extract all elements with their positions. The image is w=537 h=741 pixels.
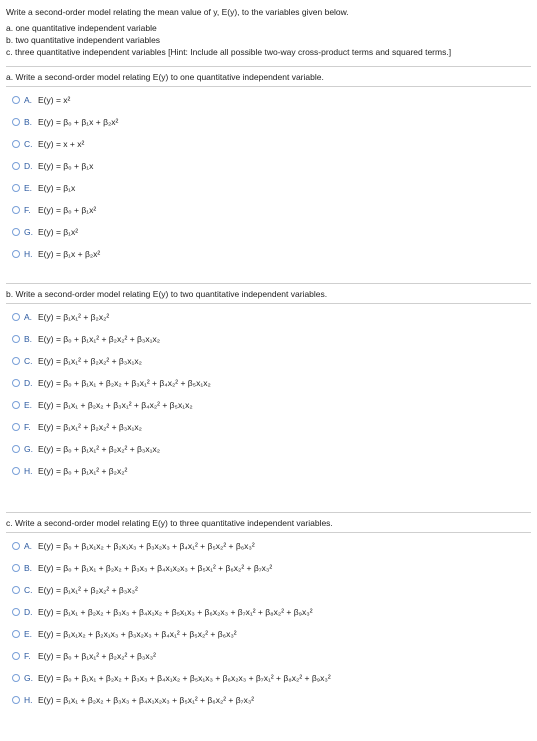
- radio-button[interactable]: [12, 401, 20, 409]
- section-c-heading: c. Write a second-order model relating E(y) to three quantitative independent variables.: [6, 512, 531, 528]
- section-b-heading: b. Write a second-order model relating E(y) to two quantitative independent variables.: [6, 283, 531, 299]
- option-letter: F.: [24, 651, 31, 661]
- option-c-G[interactable]: [6, 667, 531, 689]
- option-a-B[interactable]: [6, 111, 531, 133]
- option-letter: F.: [24, 205, 31, 215]
- option-c-A[interactable]: [6, 535, 531, 557]
- option-letter: H.: [24, 466, 33, 476]
- option-letter: H.: [24, 249, 33, 259]
- radio-button[interactable]: [12, 357, 20, 365]
- option-b-D[interactable]: [6, 372, 531, 394]
- option-c-C[interactable]: [6, 579, 531, 601]
- option-c-H[interactable]: [6, 689, 531, 711]
- option-c-F[interactable]: [6, 645, 531, 667]
- radio-button[interactable]: [12, 445, 20, 453]
- option-b-F[interactable]: [6, 416, 531, 438]
- option-a-G[interactable]: [6, 221, 531, 243]
- radio-button[interactable]: [12, 379, 20, 387]
- option-letter: B.: [24, 334, 33, 344]
- option-letter: H.: [24, 695, 33, 705]
- option-equation: E(y) = β₁x₁² + β₂x₂² + β₃x₁x₂: [38, 422, 142, 432]
- option-equation: E(y) = β₁x₁ + β₂x₂ + β₃x₁² + β₄x₂² + β₅x₁x₂: [38, 400, 193, 410]
- option-letter: B.: [24, 563, 33, 573]
- option-equation: E(y) = β₁x₁x₂ + β₂x₁x₃ + β₃x₂x₃ + β₄x₁² + β₅x₂² + β₆x₃²: [38, 629, 237, 639]
- option-letter: B.: [24, 117, 33, 127]
- option-c-E[interactable]: [6, 623, 531, 645]
- option-a-D[interactable]: [6, 155, 531, 177]
- option-equation: E(y) = β₀ + β₁x + β₂x²: [38, 117, 119, 127]
- option-letter: G.: [24, 444, 33, 454]
- option-equation: E(y) = β₀ + β₁x₁ + β₂x₂ + β₃x₁² + β₄x₂² + β₅x₁x₂: [38, 378, 211, 388]
- option-letter: A.: [24, 312, 33, 322]
- option-equation: E(y) = β₀ + β₁x₁² + β₂x₂² + β₃x₃²: [38, 651, 156, 661]
- option-equation: E(y) = β₀ + β₁x₁² + β₂x₂²: [38, 466, 128, 476]
- radio-button[interactable]: [12, 630, 20, 638]
- radio-button[interactable]: [12, 206, 20, 214]
- radio-button[interactable]: [12, 586, 20, 594]
- radio-button[interactable]: [12, 118, 20, 126]
- option-letter: A.: [24, 541, 33, 551]
- radio-button[interactable]: [12, 140, 20, 148]
- option-letter: C.: [24, 356, 33, 366]
- option-equation: E(y) = β₀ + β₁x²: [38, 205, 97, 215]
- intro-item-a: a. one quantitative independent variable: [6, 23, 157, 33]
- radio-button[interactable]: [12, 96, 20, 104]
- option-letter: E.: [24, 629, 33, 639]
- intro-item-c: c. three quantitative independent variables [Hint: Include all possible two-way cross-product terms and squared terms.]: [6, 47, 452, 57]
- question-intro: [6, 6, 531, 58]
- option-b-E[interactable]: [6, 394, 531, 416]
- option-letter: C.: [24, 139, 33, 149]
- section-b: [6, 283, 531, 482]
- option-equation: E(y) = β₁x₁² + β₂x₂² + β₃x₃²: [38, 585, 138, 595]
- radio-button[interactable]: [12, 564, 20, 572]
- option-letter: D.: [24, 378, 33, 388]
- option-equation: E(y) = β₀ + β₁x₁ + β₂x₂ + β₃x₃ + β₄x₁x₂ + β₅x₁x₃ + β₆x₂x₃ + β₇x₁² + β₈x₂² + β₉x₃²: [38, 673, 331, 683]
- radio-button[interactable]: [12, 674, 20, 682]
- radio-button[interactable]: [12, 696, 20, 704]
- radio-button[interactable]: [12, 467, 20, 475]
- option-a-C[interactable]: [6, 133, 531, 155]
- option-letter: E.: [24, 183, 33, 193]
- option-b-A[interactable]: [6, 306, 531, 328]
- option-c-B[interactable]: [6, 557, 531, 579]
- option-equation: E(y) = β₁x + β₂x²: [38, 249, 101, 259]
- option-equation: E(y) = β₁x₁² + β₂x₂² + β₃x₁x₂: [38, 356, 142, 366]
- option-a-E[interactable]: [6, 177, 531, 199]
- option-letter: C.: [24, 585, 33, 595]
- option-equation: E(y) = β₁x₁ + β₂x₂ + β₃x₃ + β₄x₁x₂ + β₅x₁x₃ + β₆x₂x₃ + β₇x₁² + β₈x₂² + β₉x₃²: [38, 607, 313, 617]
- option-b-G[interactable]: [6, 438, 531, 460]
- option-equation: E(y) = x²: [38, 95, 71, 105]
- option-b-C[interactable]: [6, 350, 531, 372]
- radio-button[interactable]: [12, 184, 20, 192]
- option-letter: G.: [24, 227, 33, 237]
- option-equation: E(y) = β₀ + β₁x₁x₂ + β₂x₁x₃ + β₃x₂x₃ + β₄x₁² + β₅x₂² + β₆x₃²: [38, 541, 255, 551]
- section-a-heading: a. Write a second-order model relating E(y) to one quantitative independent variable.: [6, 66, 531, 82]
- option-a-A[interactable]: [6, 89, 531, 111]
- option-equation: E(y) = β₀ + β₁x₁² + β₂x₂² + β₃x₁x₂: [38, 444, 161, 454]
- radio-button[interactable]: [12, 652, 20, 660]
- radio-button[interactable]: [12, 250, 20, 258]
- option-a-F[interactable]: [6, 199, 531, 221]
- radio-button[interactable]: [12, 335, 20, 343]
- question-text: Write a second-order model relating the mean value of y, E(y), to the variables given below.: [6, 7, 349, 17]
- radio-button[interactable]: [12, 542, 20, 550]
- option-letter: F.: [24, 422, 31, 432]
- radio-button[interactable]: [12, 228, 20, 236]
- option-equation: E(y) = β₁x²: [38, 227, 79, 237]
- option-b-H[interactable]: [6, 460, 531, 482]
- section-a: [6, 66, 531, 265]
- radio-button[interactable]: [12, 162, 20, 170]
- option-equation: E(y) = β₁x: [38, 183, 76, 193]
- intro-item-b: b. two quantitative independent variables: [6, 35, 161, 45]
- option-a-H[interactable]: [6, 243, 531, 265]
- option-equation: E(y) = β₁x₁ + β₂x₂ + β₃x₃ + β₄x₁x₂x₃ + β₅x₁² + β₆x₂² + β₇x₃²: [38, 695, 255, 705]
- option-letter: G.: [24, 673, 33, 683]
- option-equation: E(y) = β₀ + β₁x: [38, 161, 94, 171]
- option-letter: A.: [24, 95, 33, 105]
- section-c: [6, 512, 531, 711]
- option-letter: E.: [24, 400, 33, 410]
- option-c-D[interactable]: [6, 601, 531, 623]
- option-equation: E(y) = β₀ + β₁x₁² + β₂x₂² + β₃x₁x₂: [38, 334, 161, 344]
- radio-button[interactable]: [12, 423, 20, 431]
- option-equation: E(y) = β₀ + β₁x₁ + β₂x₂ + β₃x₃ + β₄x₁x₂x₃ + β₅x₁² + β₆x₂² + β₇x₃²: [38, 563, 273, 573]
- option-b-B[interactable]: [6, 328, 531, 350]
- option-equation: E(y) = x + x²: [38, 139, 85, 149]
- option-letter: D.: [24, 607, 33, 617]
- option-letter: D.: [24, 161, 33, 171]
- radio-button[interactable]: [12, 313, 20, 321]
- radio-button[interactable]: [12, 608, 20, 616]
- option-equation: E(y) = β₁x₁² + β₂x₂²: [38, 312, 110, 322]
